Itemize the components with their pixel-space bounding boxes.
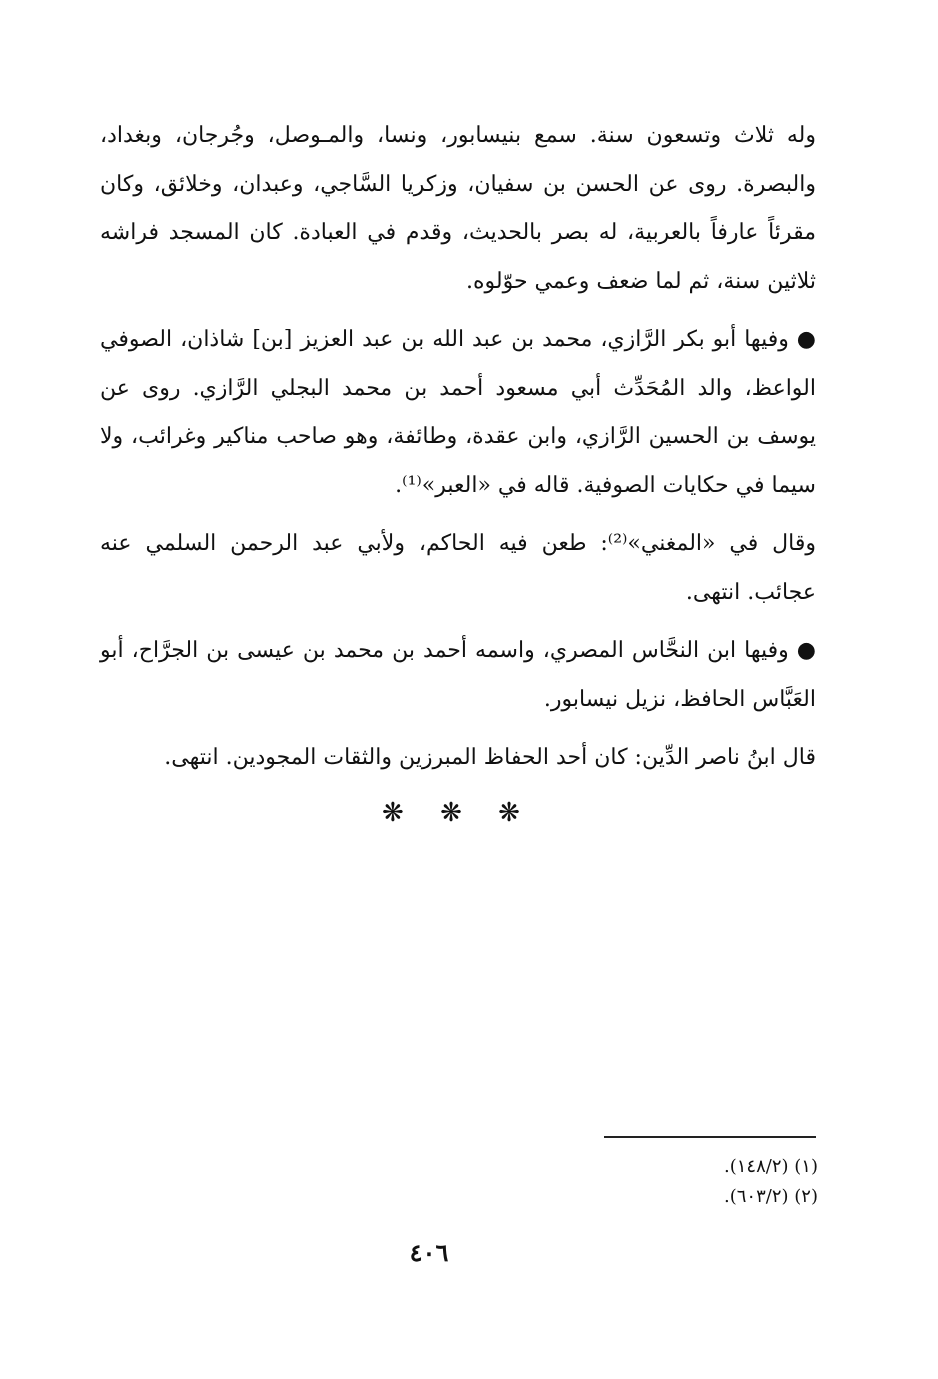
paragraph-3: وقال في «المغني»⁽²⁾: طعن فيه الحاكم، ولأبي عبد الرحمن السلمي عنه عجائب. انتهى. [100,531,816,605]
footnote-2: (٢) (٦٠٣/٢). [724,1186,818,1207]
section-separator: ❋ ❋ ❋ [382,797,534,828]
paragraph-2: ● وفيها أبو بكر الرَّازي، محمد بن عبد الله بن عبد العزيز [بن] شاذان، الصوفي الواعظ، والد المُحَدِّث أبي مسعود أحمد بن محمد البجلي الرَّازي. روى عن يوسف بن الحسين الرَّازي، وابن عقدة، وطائفة، وهو صاحب مناكير وغرائب، ولا سيما في حكايات الصوفية. قاله في «العبر»⁽¹⁾. [100,327,816,498]
footnotes [500,1152,818,1212]
footnote-divider [604,1136,816,1138]
paragraph-4: ● وفيها ابن النحَّاس المصري، واسمه أحمد بن محمد بن عيسى بن الجرَّاح، أبو العَبَّاس الحافظ، نزيل نيسابور. [100,638,816,712]
page-number: ٤٠٦ [409,1238,449,1267]
main-text [100,112,816,833]
paragraph-1: وله ثلاث وتسعون سنة. سمع بنيسابور، ونسا، والمـوصل، وجُرجان، وبغداد، والبصرة. روى عن الحسن بن سفيان، وزكريا السَّاجي، وعبدان، وخلائق، وكان مقرئاً عارفاً بالعربية، له بصر بالحديث، وقدم في العبادة. كان المسجد فراشه ثلاثين سنة، ثم لما ضعف وعمي حوّلوه. [100,123,816,294]
footnote-1: (١) (١٤٨/٢). [724,1156,818,1177]
paragraph-5: قال ابنُ ناصر الدِّين: كان أحد الحفاظ المبرزين والثقات المجودين. انتهى. [164,745,816,770]
